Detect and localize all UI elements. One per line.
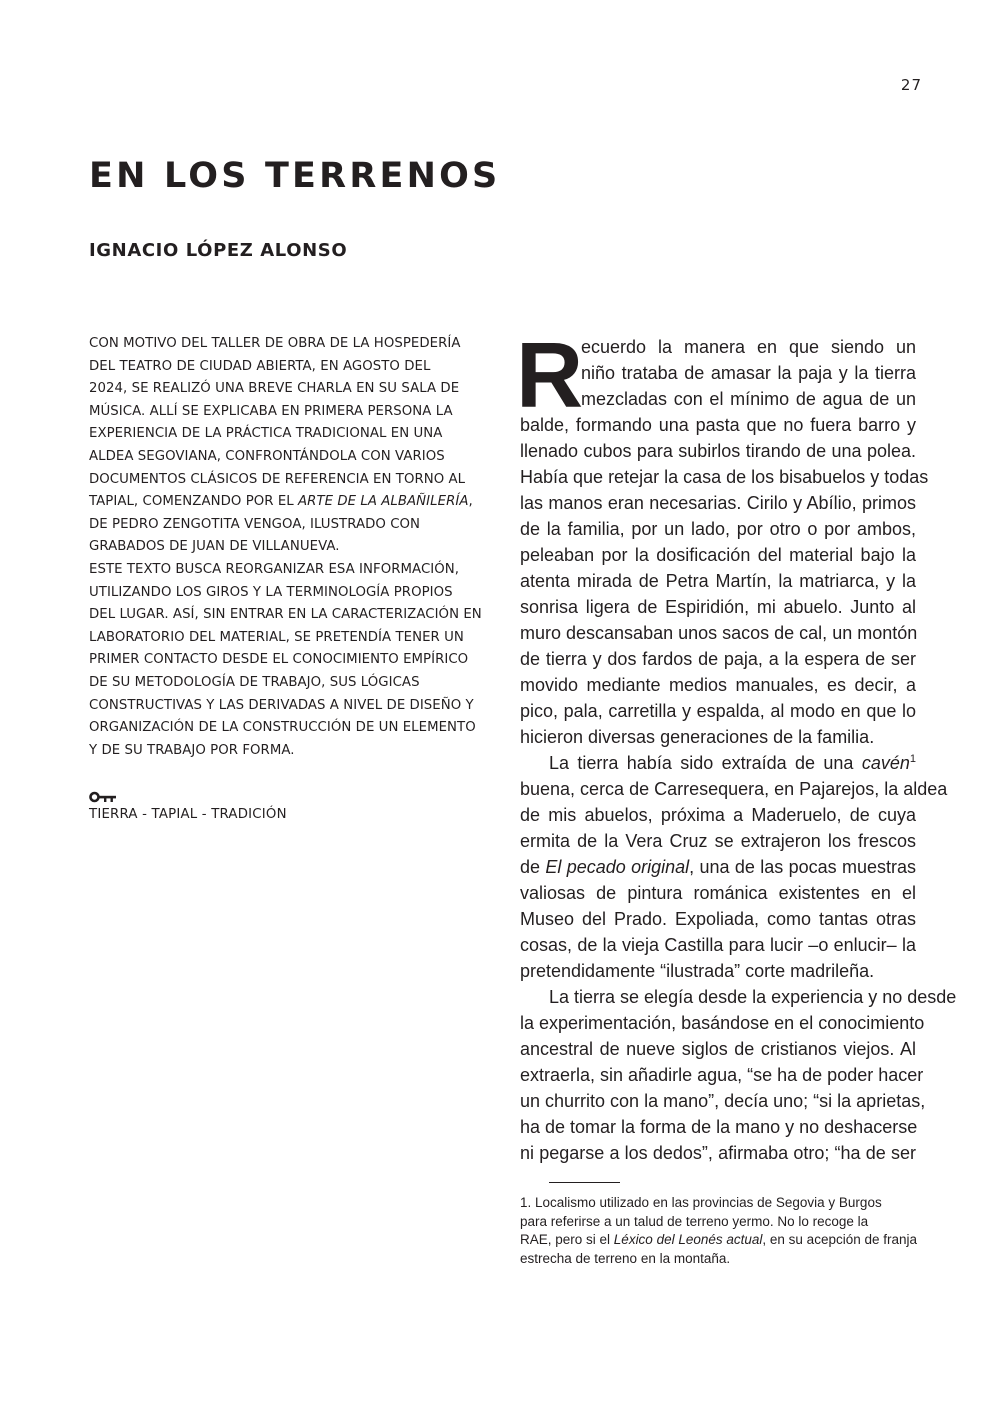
italic-term: cavén: [861, 753, 910, 773]
body-line: sonrisa ligera de Espiridión, mi abuelo. Junto al: [520, 597, 916, 617]
body-line: ha de tomar la forma de la mano y no deshacerse: [520, 1117, 918, 1137]
article-author: IGNACIO LÓPEZ ALONSO: [89, 240, 348, 261]
abstract-line: MÚSICA. ALLÍ SE EXPLICABA EN PRIMERA PERSONA LA: [89, 403, 453, 419]
key-icon: [89, 790, 117, 804]
abstract-line: DE SU METODOLOGÍA DE TRABAJO, SUS LÓGICAS: [89, 674, 420, 690]
keywords-text: TIERRA - TAPIAL - TRADICIÓN: [89, 807, 287, 822]
body-line: ermita de la Vera Cruz se extrajeron los frescos: [520, 831, 916, 851]
book-title: ARTE DE LA ALBAÑILERÍA: [298, 494, 469, 510]
body-line: de tierra y dos fardos de paja, a la espera de ser: [520, 649, 916, 669]
footnote-divider: [549, 1182, 620, 1183]
artwork-title: El pecado original: [545, 857, 690, 877]
body-line: extraerla, sin añadirle agua, “se ha de poder hacer: [520, 1065, 924, 1085]
body-line: valiosas de pintura románica existentes en el: [520, 883, 916, 903]
body-line: niño trataba de amasar la paja y la tierra: [581, 363, 916, 383]
abstract-line: ESTE TEXTO BUSCA REORGANIZAR ESA INFORMACIÓN,: [89, 561, 460, 577]
body-line: La tierra se elegía desde la experiencia y no desde: [549, 987, 957, 1007]
body-line: pretendidamente “ilustrada” corte madrileña.: [520, 961, 875, 981]
body-line: llenado cubos para subirlos tirando de una polea.: [520, 441, 916, 461]
body-line: de la familia, por un lado, por otro o por ambos,: [520, 519, 916, 539]
body-line: hicieron diversas generaciones de la familia.: [520, 727, 875, 747]
footnote: [520, 1194, 920, 1268]
abstract-line: GRABADOS DE JUAN DE VILLANUEVA.: [89, 539, 340, 555]
abstract-text: ,: [468, 494, 473, 510]
body-text-run: , una de las pocas muestras: [689, 857, 916, 877]
body-line: Museo del Prado. Expoliada, como tantas otras: [520, 909, 916, 929]
abstract-line: DE PEDRO ZENGOTITA VENGOA, ILUSTRADO CON: [89, 516, 421, 532]
footnote-line: 1. Localismo utilizado en las provincias de Segovia y Burgos: [520, 1195, 882, 1210]
footnote-line: para referirse a un talud de terreno yermo. No lo recoge la: [520, 1213, 869, 1229]
body-line: ancestral de nueve siglos de cristianos viejos. Al: [520, 1039, 916, 1059]
abstract-line: UTILIZANDO LOS GIROS Y LA TERMINOLOGÍA PROPIOS: [89, 584, 453, 600]
body-line: ecuerdo la manera en que siendo un: [581, 337, 916, 357]
paragraph: [520, 984, 957, 1166]
body-text-run: La tierra había sido extraída de una: [549, 753, 862, 773]
abstract-line: DEL TEATRO DE CIUDAD ABIERTA, EN AGOSTO DEL: [89, 358, 431, 374]
abstract-line: EXPERIENCIA DE LA PRÁCTICA TRADICIONAL EN UNA: [89, 426, 443, 442]
abstract-line: ALDEA SEGOVIANA, CONFRONTÁNDOLA CON VARIOS: [89, 448, 445, 464]
abstract-text: TAPIAL, COMENZANDO POR EL: [89, 494, 299, 510]
keywords: [89, 790, 389, 822]
body-line: un churrito con la mano”, decía uno; “si la aprietas,: [520, 1091, 926, 1111]
page-number: 27: [900, 76, 922, 94]
footnote-line: [520, 1231, 920, 1250]
abstract: [89, 333, 489, 762]
footnote-line: estrecha de terreno en la montaña.: [520, 1250, 731, 1266]
footnote-text-run: , en su acepción de franja: [762, 1232, 918, 1248]
body-line: movido mediante medios manuales, es decir, a: [520, 675, 916, 695]
body-line: ni pegarse a los dedos”, afirmaba otro; “ha de ser: [520, 1143, 916, 1163]
body-line: Había que retejar la casa de los bisabuelos y todas: [520, 467, 929, 487]
body-line: muro descansaban unos sacos de cal, un montón: [520, 623, 918, 643]
body-line: de mis abuelos, próxima a Maderuelo, de cuya: [520, 805, 916, 825]
body-line: buena, cerca de Carresequera, en Pajarejos, la aldea: [520, 779, 948, 799]
body-line: cosas, de la vieja Castilla para lucir –o enlucir– la: [520, 935, 916, 955]
body-text-run: de: [520, 857, 546, 877]
body-line: [520, 750, 916, 776]
abstract-line: Y DE SU TRABAJO POR FORMA.: [89, 742, 295, 758]
body-line: mezcladas con el mínimo de agua de un: [581, 389, 916, 409]
abstract-line: 2024, SE REALIZÓ UNA BREVE CHARLA EN SU SALA DE: [89, 381, 460, 397]
body-line: atenta mirada de Petra Martín, la matriarca, y la: [520, 571, 916, 591]
body-line: las manos eran necesarias. Cirilo y Abílio, primos: [520, 493, 916, 513]
body-line: [520, 854, 916, 880]
abstract-line: DOCUMENTOS CLÁSICOS DE REFERENCIA EN TORNO AL: [89, 471, 466, 487]
book-title: Léxico del Leonés actual: [613, 1232, 763, 1248]
footnote-reference[interactable]: 1: [909, 753, 916, 765]
abstract-line: [89, 491, 489, 514]
body-text: [520, 334, 957, 1166]
abstract-line: CON MOTIVO DEL TALLER DE OBRA DE LA HOSPEDERÍA: [89, 336, 461, 351]
body-line: balde, formando una pasta que no fuera barro y: [520, 415, 916, 435]
footnote-text-run: RAE, pero si el: [520, 1232, 614, 1248]
abstract-line: PRIMER CONTACTO DESDE EL CONOCIMIENTO EMPÍRICO: [89, 652, 469, 668]
abstract-line: CONSTRUCTIVAS Y LAS DERIVADAS A NIVEL DE DISEÑO Y: [89, 697, 474, 713]
abstract-line: DEL LUGAR. ASÍ, SIN ENTRAR EN LA CARACTERIZACIÓN EN: [89, 607, 482, 623]
body-line: pico, pala, carretilla y espalda, al modo en que lo: [520, 701, 916, 721]
body-line: peleaban por la dosificación del material bajo la: [520, 545, 916, 565]
drop-cap: R: [516, 323, 584, 427]
paragraph: [520, 334, 929, 750]
paragraph: [520, 750, 948, 984]
abstract-line: ORGANIZACIÓN DE LA CONSTRUCCIÓN DE UN ELEMENTO: [89, 720, 476, 736]
body-line: la experimentación, basándose en el conocimiento: [520, 1013, 925, 1033]
abstract-line: LABORATORIO DEL MATERIAL, SE PRETENDÍA TENER UN: [89, 629, 464, 645]
article-title: EN LOS TERRENOS: [89, 156, 501, 196]
